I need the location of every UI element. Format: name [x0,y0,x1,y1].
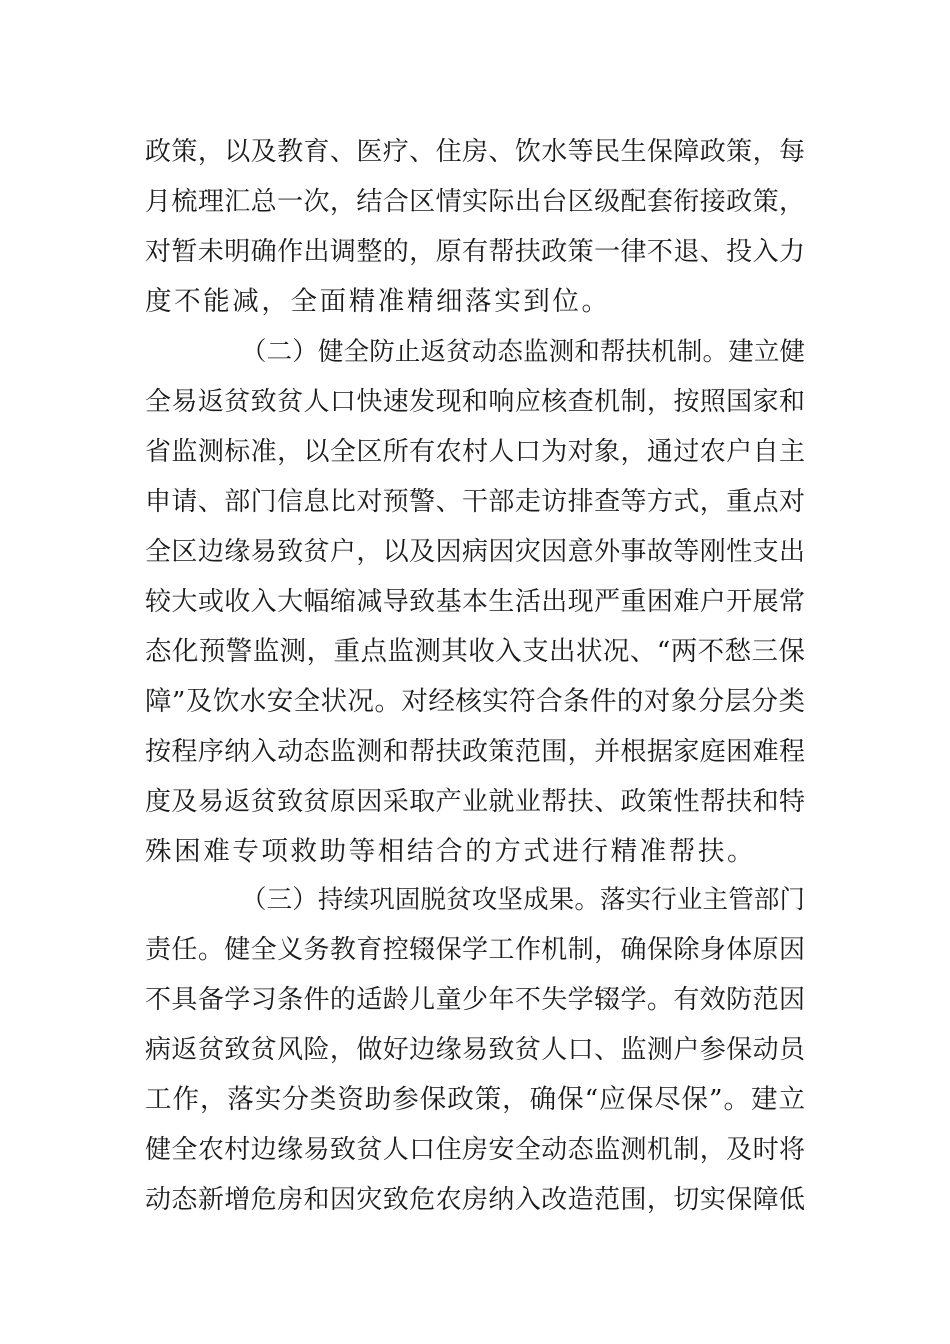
section-heading-line: （二）健全防止返贫动态监测和帮扶机制。建立健 [241,337,805,367]
text-line: 对暂未明确作出调整的，原有帮扶政策一律不退、投入力 [145,237,805,267]
text-line: 申请、部门信息比对预警、干部走访排查等方式，重点对 [145,487,805,517]
text-line: 按程序纳入动态监测和帮扶政策范围，并根据家庭困难程 [145,737,805,767]
text-line: 不具备学习条件的适龄儿童少年不失学辍学。有效防范因 [145,985,805,1015]
text-line: 全区边缘易致贫户，以及因病因灾因意外事故等刚性支出 [145,537,805,567]
text-line: 殊困难专项救助等相结合的方式进行精准帮扶。 [145,836,757,867]
section-heading-line: （三）持续巩固脱贫攻坚成果。落实行业主管部门 [241,885,805,915]
text-line: 月梳理汇总一次，结合区情实际出台区级配套衔接政策， [145,187,805,217]
text-line: 度不能减，全面精准精细落实到位。 [145,286,611,317]
text-line: 省监测标准，以全区所有农村人口为对象，通过农户自主 [145,437,805,467]
text-line: 病返贫致贫风险，做好边缘易致贫人口、监测户参保动员 [145,1035,805,1065]
text-line: 障”及饮水安全状况。对经核实符合条件的对象分层分类 [145,686,805,717]
text-line: 较大或收入大幅缩减导致基本生活出现严重困难户开展常 [145,587,805,617]
text-line: 政策，以及教育、医疗、住房、饮水等民生保障政策，每 [145,137,805,167]
text-line: 工作，落实分类资助参保政策，确保“应保尽保”。建立 [145,1084,805,1115]
text-line: 动态新增危房和因灾致危农房纳入改造范围，切实保障低 [145,1185,805,1215]
text-line: 度及易返贫致贫原因采取产业就业帮扶、政策性帮扶和特 [145,787,805,817]
text-line: 态化预警监测，重点监测其收入支出状况、“两不愁三保 [145,636,805,667]
text-line: 责任。健全义务教育控辍保学工作机制，确保除身体原因 [145,935,805,965]
text-line: 健全农村边缘易致贫人口住房安全动态监测机制，及时将 [145,1135,805,1165]
text-line: 全易返贫致贫人口快速发现和响应核查机制，按照国家和 [145,387,805,417]
